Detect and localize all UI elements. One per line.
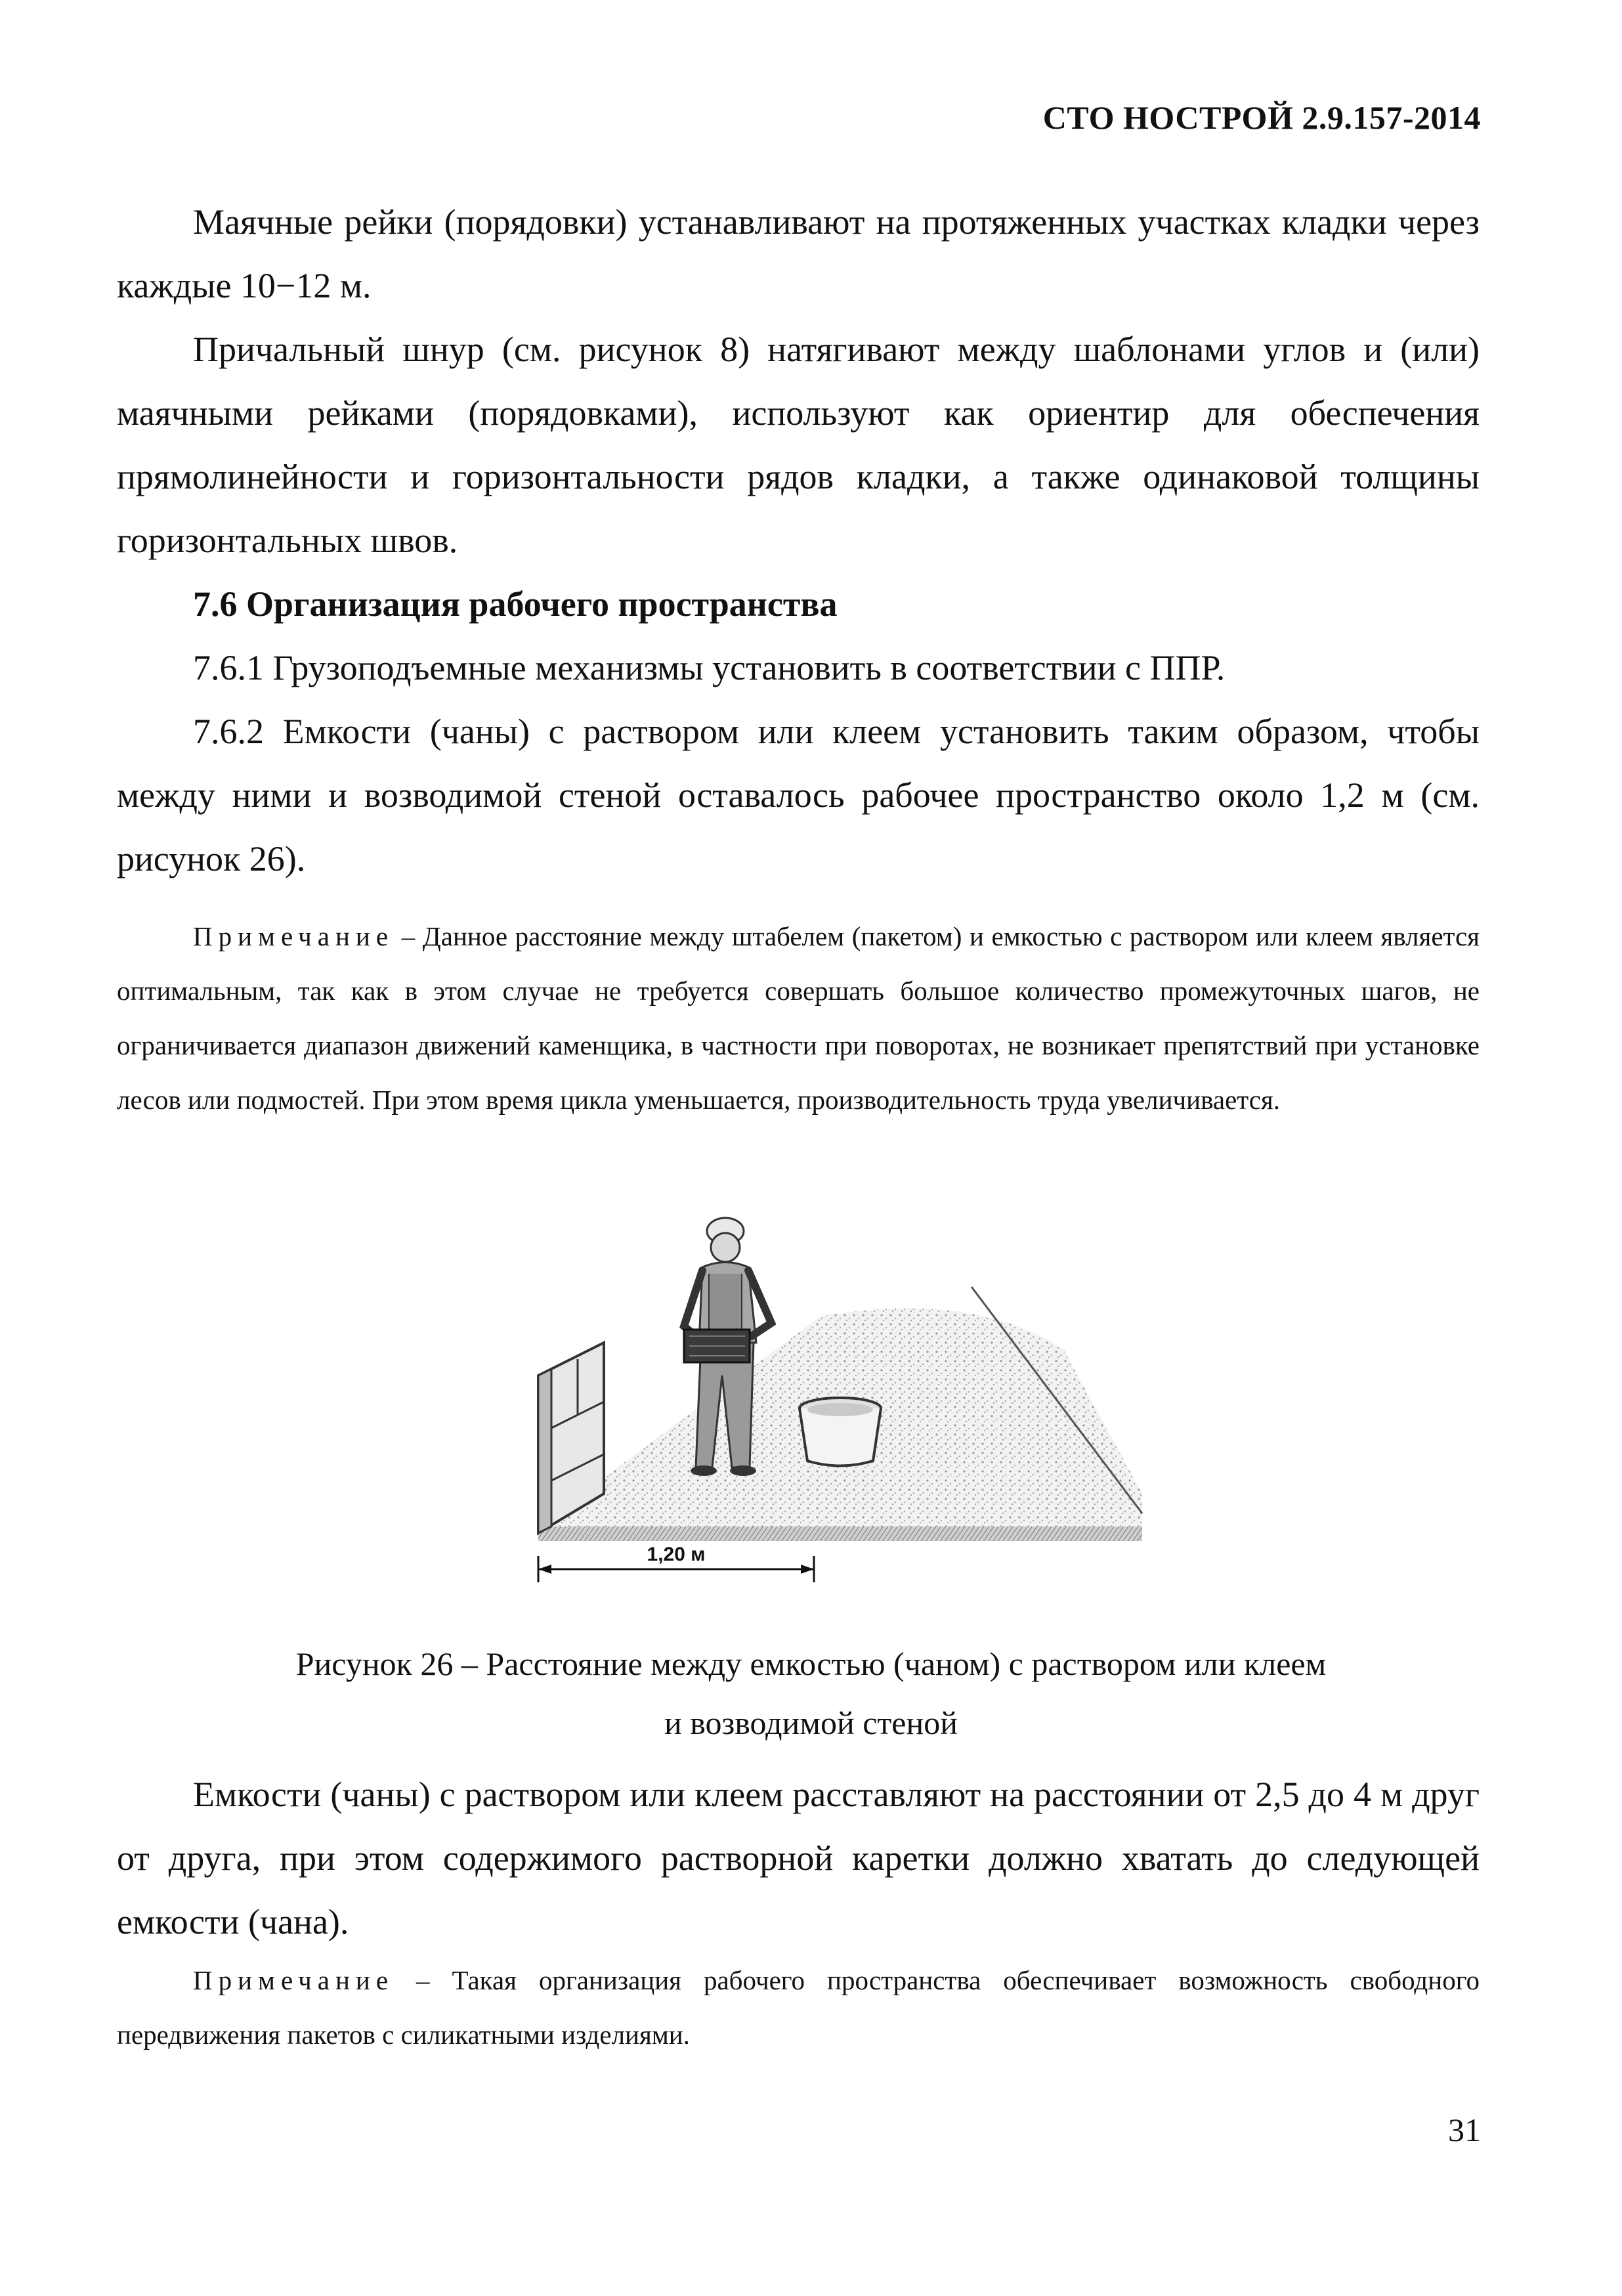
paragraph-7-6-1: 7.6.1 Грузоподъемные механизмы установить в соответствии с ППР. bbox=[193, 648, 1226, 687]
note-1-text: – Данное расстояние между штабелем (пакетом) и емкостью с раствором или клеем является оптимальным, так как в этом случае не требуется совершать большое количество промежуточных шагов, не ограничивается диапазон движений каменщика, в частности при поворотах, не возникает препятствий при установке лесов или подмостей. При этом время цикла уменьшается, производительность труда увеличивается. bbox=[117, 921, 1480, 1115]
figure-26-illustration bbox=[512, 1211, 1168, 1618]
paragraph-prichalny-shnur: Причальный шнур (см. рисунок 8) натягивают между шаблонами углов и (или) маячными рейками (порядовками), используют как ориентир для обеспечения прямолинейности и горизонтальности рядов кладки, а также одинаковой толщины горизонтальных швов. bbox=[117, 330, 1480, 560]
mortar-box-icon bbox=[684, 1330, 750, 1362]
note-2 bbox=[117, 1953, 1480, 2062]
section-heading: 7.6 Организация рабочего пространства bbox=[193, 584, 838, 624]
paragraph-emkosti: Емкости (чаны) с раствором или клеем расставляют на расстоянии от 2,5 до 4 м друг от друга, при этом содержимого растворной каретки должно хватать до следующей емкости (чана). bbox=[117, 1775, 1480, 1941]
bottom-paragraph-block bbox=[117, 1763, 1480, 1954]
figure-26-caption-line2: и возводимой стеной bbox=[664, 1704, 958, 1741]
page-number: 31 bbox=[1448, 2112, 1481, 2148]
floor-edge bbox=[538, 1527, 1142, 1541]
note-2-label: Примечание bbox=[193, 1965, 395, 1995]
document-code-header: СТО НОСТРОЙ 2.9.157-2014 bbox=[1042, 99, 1481, 136]
mortar-bucket-icon bbox=[800, 1398, 881, 1466]
dimension-line bbox=[538, 1544, 814, 1582]
note-1 bbox=[117, 909, 1480, 1127]
paragraph-7-6-2: 7.6.2 Емкости (чаны) с раствором или клеем установить таким образом, чтобы между ними и возводимой стеной оставалось рабочее пространство около 1,2 м (см. рисунок 26). bbox=[117, 712, 1480, 878]
dimension-label: 1,20 м bbox=[647, 1544, 706, 1565]
note-2-text: – Такая организация рабочего пространства обеспечивает возможность свободного передвижения пакетов с силикатными изделиями. bbox=[117, 1965, 1480, 2050]
figure-26-caption-line1: Рисунок 26 – Расстояние между емкостью (чаном) с раствором или клеем bbox=[295, 1645, 1327, 1682]
note-1-label: Примечание bbox=[193, 921, 395, 951]
paragraph-mayachnye-reiki: Маячные рейки (порядовки) устанавливают на протяженных участках кладки через каждые 10−12 м. bbox=[117, 202, 1480, 305]
top-paragraphs bbox=[117, 190, 1480, 891]
figure-26 bbox=[512, 1211, 1168, 1618]
